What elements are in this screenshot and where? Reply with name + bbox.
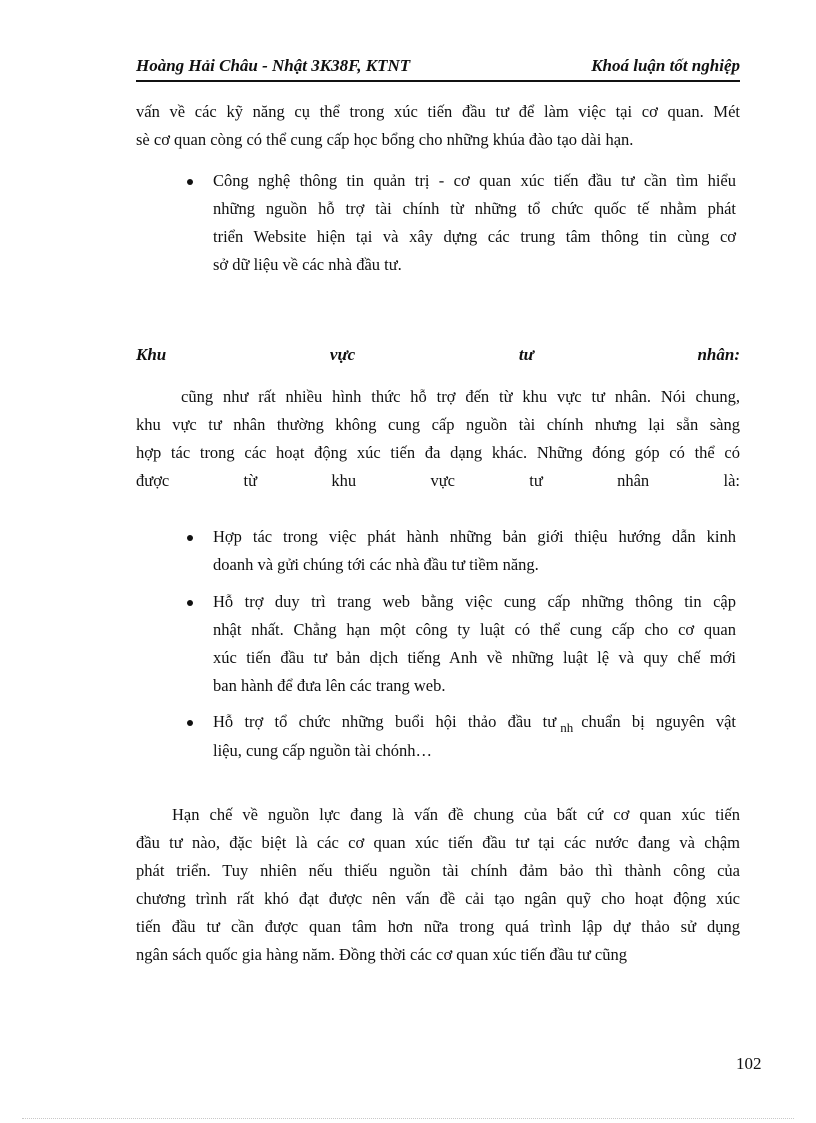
- bullet-text: [213, 708, 736, 765]
- text-line: tiến đầu tư cần được quan tâm hơn nữa trong quá trình lập dự thảo sử dụng: [136, 917, 740, 936]
- text-line: khu vực tư nhân thường không cung cấp nguồn tài chính nhưng lại sẵn sàng: [136, 415, 740, 434]
- text-line: ngân sách quốc gia hàng năm. Đồng thời các cơ quan xúc tiến đầu tư cũng: [136, 945, 627, 964]
- bullet-text: [213, 167, 736, 279]
- closing-paragraph: [136, 801, 740, 969]
- page-header: [136, 54, 740, 82]
- text-line: cũng như rất nhiều hình thức hỗ trợ đến từ khu vực tư nhân. Nói chung,: [181, 387, 740, 406]
- subscript-fragment: nh: [560, 720, 574, 735]
- bullet-dot-icon: [187, 600, 193, 606]
- header-author: Hoàng Hải Châu - Nhật 3K38F, KTNT: [136, 56, 411, 75]
- text-line: Hợp tác trong việc phát hành những bản giới thiệu hướng dẫn kinh: [213, 527, 736, 546]
- text-line: ban hành để đưa lên các trang web.: [213, 676, 446, 695]
- section-heading: [136, 345, 740, 365]
- page-number: 102: [736, 1054, 762, 1073]
- text-line: Công nghệ thông tin quản trị - cơ quan xúc tiến đầu tư cần tìm hiểu: [213, 171, 736, 190]
- bullet-dot-icon: [187, 720, 193, 726]
- text-line: [213, 708, 736, 737]
- text-line: những nguồn hỗ trợ tài chính từ những tổ chức quốc tế nhằm phát: [213, 199, 736, 218]
- text-line: Hạn chế về nguồn lực đang là vấn đề chung của bất cứ cơ quan xúc tiến: [172, 805, 740, 824]
- private-sector-paragraph: [136, 383, 740, 495]
- bullet-dot-icon: [187, 535, 193, 541]
- text-segment: chuẩn bị nguyên vật: [581, 712, 736, 731]
- text-segment: Hỗ trợ tổ chức những buổi hội thảo đầu tư: [213, 712, 557, 731]
- text-line: được từ khu vực tư nhân là:: [136, 471, 740, 490]
- heading-word: tư: [518, 345, 534, 364]
- text-line: Hỗ trợ duy trì trang web bằng việc cung cấp những thông tin cập: [213, 592, 736, 611]
- bullet-text: [213, 523, 736, 579]
- text-line: vấn về các kỹ năng cụ thể trong xúc tiến đầu tư để làm việc tại cơ quan. Mét: [136, 102, 740, 121]
- heading-word: vực: [329, 345, 356, 364]
- text-line: hợp tác trong các hoạt động xúc tiến đa dạng khác. Những đóng góp có thể có: [136, 443, 740, 462]
- bullet-dot-icon: [187, 179, 193, 185]
- text-line: triển Website hiện tại và xây dựng các trung tâm thông tin cùng cơ: [213, 227, 736, 246]
- text-line: nhật nhất. Chẳng hạn một công ty luật có thể cung cấp cho cơ quan: [213, 620, 736, 639]
- text-line: phát triển. Tuy nhiên nếu thiếu nguồn tài chính đảm bảo thì thành công của: [136, 861, 740, 880]
- header-thesis-title: Khoá luận tốt nghiệp: [591, 56, 740, 75]
- text-line: đầu tư nào, đặc biệt là các cơ quan xúc tiến đầu tư tại các nước đang và chậm: [136, 833, 740, 852]
- text-line: sở dữ liệu về các nhà đầu tư.: [213, 255, 402, 274]
- intro-paragraph: [136, 98, 740, 154]
- page-edge-divider: [22, 1118, 794, 1119]
- heading-word: Khu: [136, 345, 167, 364]
- text-line: doanh và gửi chúng tới các nhà đầu tư tiềm năng.: [213, 555, 539, 574]
- text-line: xúc tiến đầu tư bản dịch tiếng Anh về những luật lệ và quy chế mới: [213, 648, 736, 667]
- heading-word: nhân:: [697, 345, 740, 364]
- text-line: liệu, cung cấp nguồn tài chónh…: [213, 741, 433, 760]
- text-line: chương trình rất khó đạt được nên vấn đề cải tạo ngân quỹ cho hoạt động xúc: [136, 889, 740, 908]
- text-line: sè cơ quan còng có thể cung cấp học bổng cho những khúa đào tạo dài hạn.: [136, 130, 634, 149]
- bullet-text: [213, 588, 736, 700]
